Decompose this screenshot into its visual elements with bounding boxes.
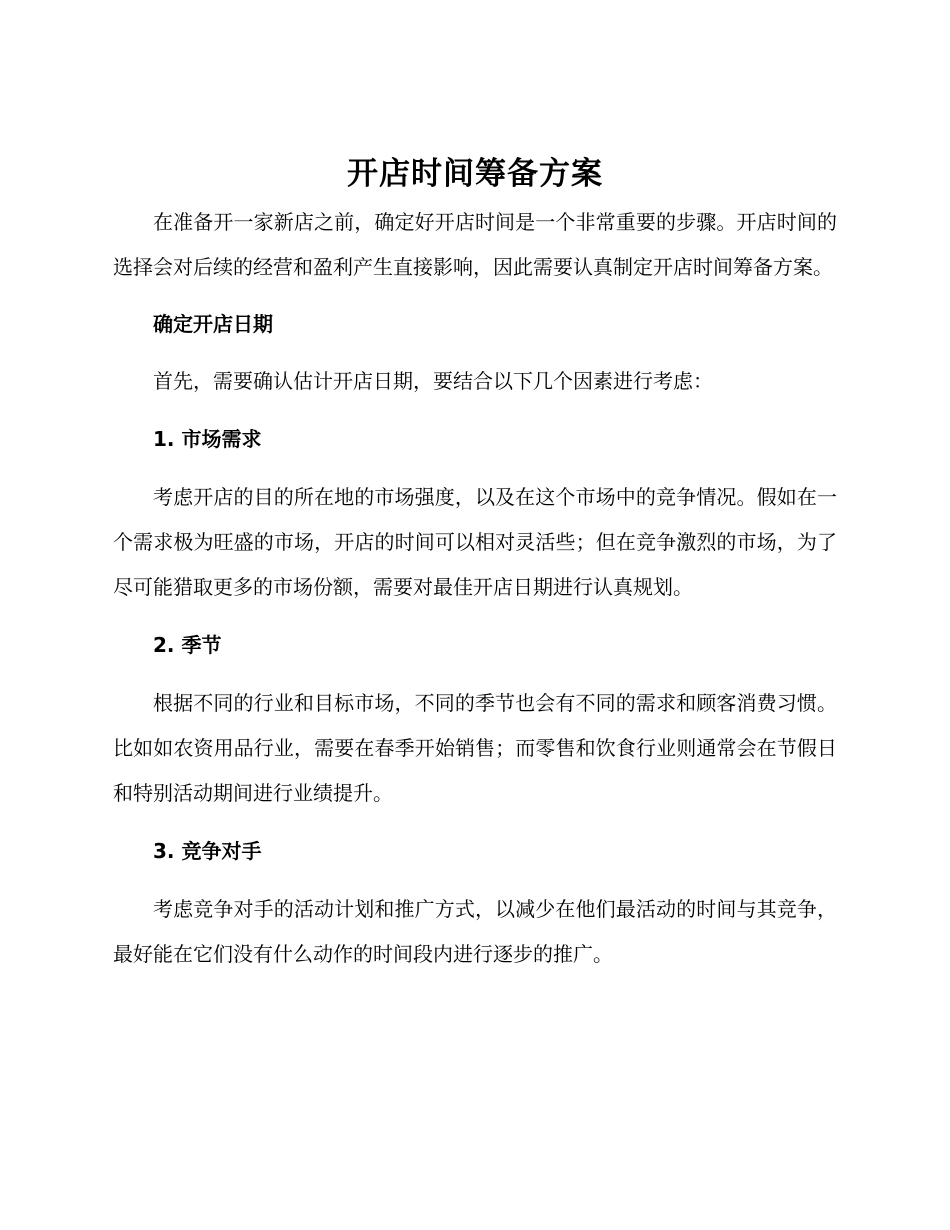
item-body-competitors: 考虑竞争对手的活动计划和推广方式，以减少在他们最活动的时间与其竞争，最好能在它们没有什么动作的时间段内进行逐步的推广。 <box>113 897 837 966</box>
item-body-season: 根据不同的行业和目标市场，不同的季节也会有不同的需求和顾客消费习惯。比如如农资用品行业，需要在春季开始销售；而零售和饮食行业则通常会在节假日和特别活动期间进行业绩提升。 <box>113 691 837 805</box>
spacer <box>113 347 837 359</box>
spacer <box>113 290 837 302</box>
spacer <box>113 462 837 475</box>
document-page <box>113 150 837 977</box>
item-heading-season: 2. 季节 <box>153 633 222 657</box>
spacer <box>113 874 837 887</box>
item-heading-market-demand: 1. 市场需求 <box>153 427 262 451</box>
section-heading: 确定开店日期 <box>153 312 273 336</box>
spacer <box>113 668 837 681</box>
item-body-market-demand: 考虑开店的目的所在地的市场强度，以及在这个市场中的竞争情况。假如在一个需求极为旺盛的市场，开店的时间可以相对灵活些；但在竞争激烈的市场，为了尽可能猎取更多的市场份额，需要对最佳开店日期进行认真规划。 <box>113 485 837 599</box>
spacer <box>113 816 837 829</box>
item-heading-competitors: 3. 竞争对手 <box>153 839 262 863</box>
spacer <box>113 404 837 417</box>
section-intro-paragraph: 首先，需要确认估计开店日期，要结合以下几个因素进行考虑： <box>153 369 713 393</box>
spacer <box>113 610 837 623</box>
document-title: 开店时间筹备方案 <box>347 156 603 192</box>
intro-paragraph: 在准备开一家新店之前，确定好开店时间是一个非常重要的步骤。开店时间的选择会对后续的经营和盈利产生直接影响，因此需要认真制定开店时间筹备方案。 <box>113 210 837 279</box>
